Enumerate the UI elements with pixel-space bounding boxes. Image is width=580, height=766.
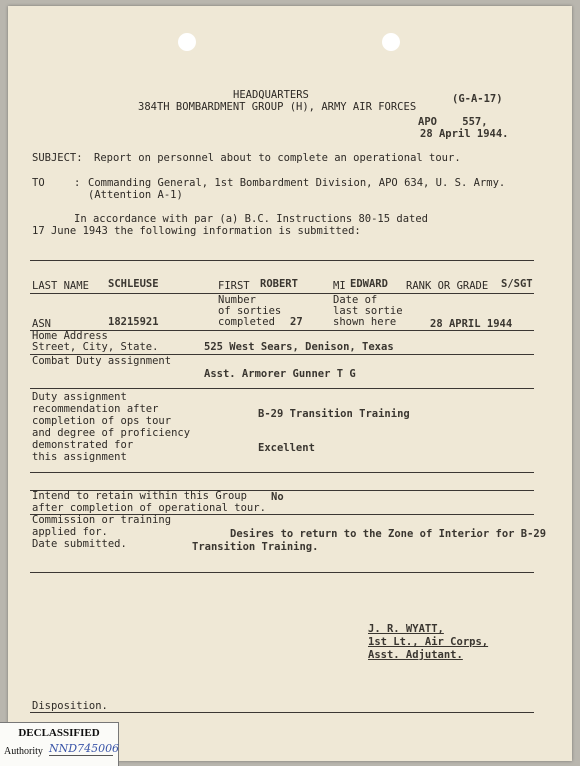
declassified-stamp [0,722,119,766]
stamp-authority-label: Authority [4,746,43,757]
header-line2: 384TH BOMBARDMENT GROUP (H), ARMY AIR FORCES [138,101,417,113]
disposition-label: Disposition. [32,700,108,712]
stamp-authority-value: NND745006 [49,742,120,755]
mi-value: EDWARD [350,278,388,290]
to-label: TO [32,177,45,189]
duty-label-1: Duty assignment [32,391,127,403]
punch-hole-left [178,33,196,51]
form-code: (G-A-17) [452,93,503,105]
first-name-value: ROBERT [260,278,298,290]
intro-line1: In accordance with par (a) B.C. Instructions 80-15 dated [74,213,429,225]
home-address-label-2: Street, City, State. [32,341,159,353]
home-address-value: 525 West Sears, Denison, Texas [204,341,394,353]
header-line1: HEADQUARTERS [233,89,309,101]
asn-value: 18215921 [108,316,159,328]
commission-value-2: Transition Training. [192,541,319,553]
duty-label-6: this assignment [32,451,127,463]
disposition-line [30,712,534,713]
duty-label-3: completion of ops tour [32,415,172,427]
combat-duty-value: Asst. Armorer Gunner T G [204,368,356,380]
last-name-value: SCHLEUSE [108,278,159,290]
duty-label-4: and degree of proficiency [32,427,191,439]
commission-label-3: Date submitted. [32,538,127,550]
subject-label: SUBJECT: [32,152,83,164]
last-sortie-label-1: Date of [333,294,378,306]
last-name-label: LAST NAME [32,280,89,292]
sorties-label-2: of sorties [218,305,282,317]
punch-hole-right [382,33,400,51]
sorties-label-3: completed [218,316,275,328]
last-sortie-value: 28 APRIL 1944 [430,318,513,330]
commission-line [30,572,534,573]
apo-number: APO 557, [418,116,488,128]
sorties-value: 27 [290,316,303,328]
proficiency-value: Excellent [258,442,315,454]
rank-value: S/SGT [501,278,533,290]
rank-label: RANK OR GRADE [406,280,489,292]
document-page [8,6,572,761]
subject-text: Report on personnel about to complete an operational tour. [94,152,461,164]
retain-value: No [271,491,284,503]
stamp-title: DECLASSIFIED [18,727,100,739]
asn-label: ASN [32,318,51,330]
retain-label-2: after completion of operational tour. [32,502,266,514]
mi-label: MI [333,280,346,292]
duty-label-2: recommendation after [32,403,159,415]
combat-duty-line [30,388,534,389]
signature-name: J. R. WYATT, [368,623,444,635]
intro-line2: 17 June 1943 the following information is submitted: [32,225,361,237]
to-line1: Commanding General, 1st Bombardment Division, APO 634, U. S. Army. [88,177,506,189]
last-sortie-label-2: last sortie [333,305,403,317]
duty-value: B-29 Transition Training [258,408,410,420]
duty-label-5: demonstrated for [32,439,134,451]
document-date: 28 April 1944. [420,128,509,140]
home-address-label-1: Home Address [32,330,108,342]
divider-1 [30,260,534,261]
commission-label-2: applied for. [32,526,108,538]
to-colon: : [74,177,81,189]
signature-title: Asst. Adjutant. [368,649,463,661]
name-row-line [30,293,534,294]
commission-value-1: Desires to return to the Zone of Interior for B-29 [230,528,547,540]
combat-duty-label: Combat Duty assignment [32,355,172,367]
duty-line [30,472,534,473]
first-name-label: FIRST [218,280,250,292]
retain-label-1: Intend to retain within this Group [32,490,247,502]
signature-rank: 1st Lt., Air Corps, [368,636,489,648]
last-sortie-label-3: shown here [333,316,397,328]
to-line2: (Attention A-1) [88,189,183,201]
sorties-label-1: Number [218,294,256,306]
commission-label-1: Commission or training [32,514,172,526]
